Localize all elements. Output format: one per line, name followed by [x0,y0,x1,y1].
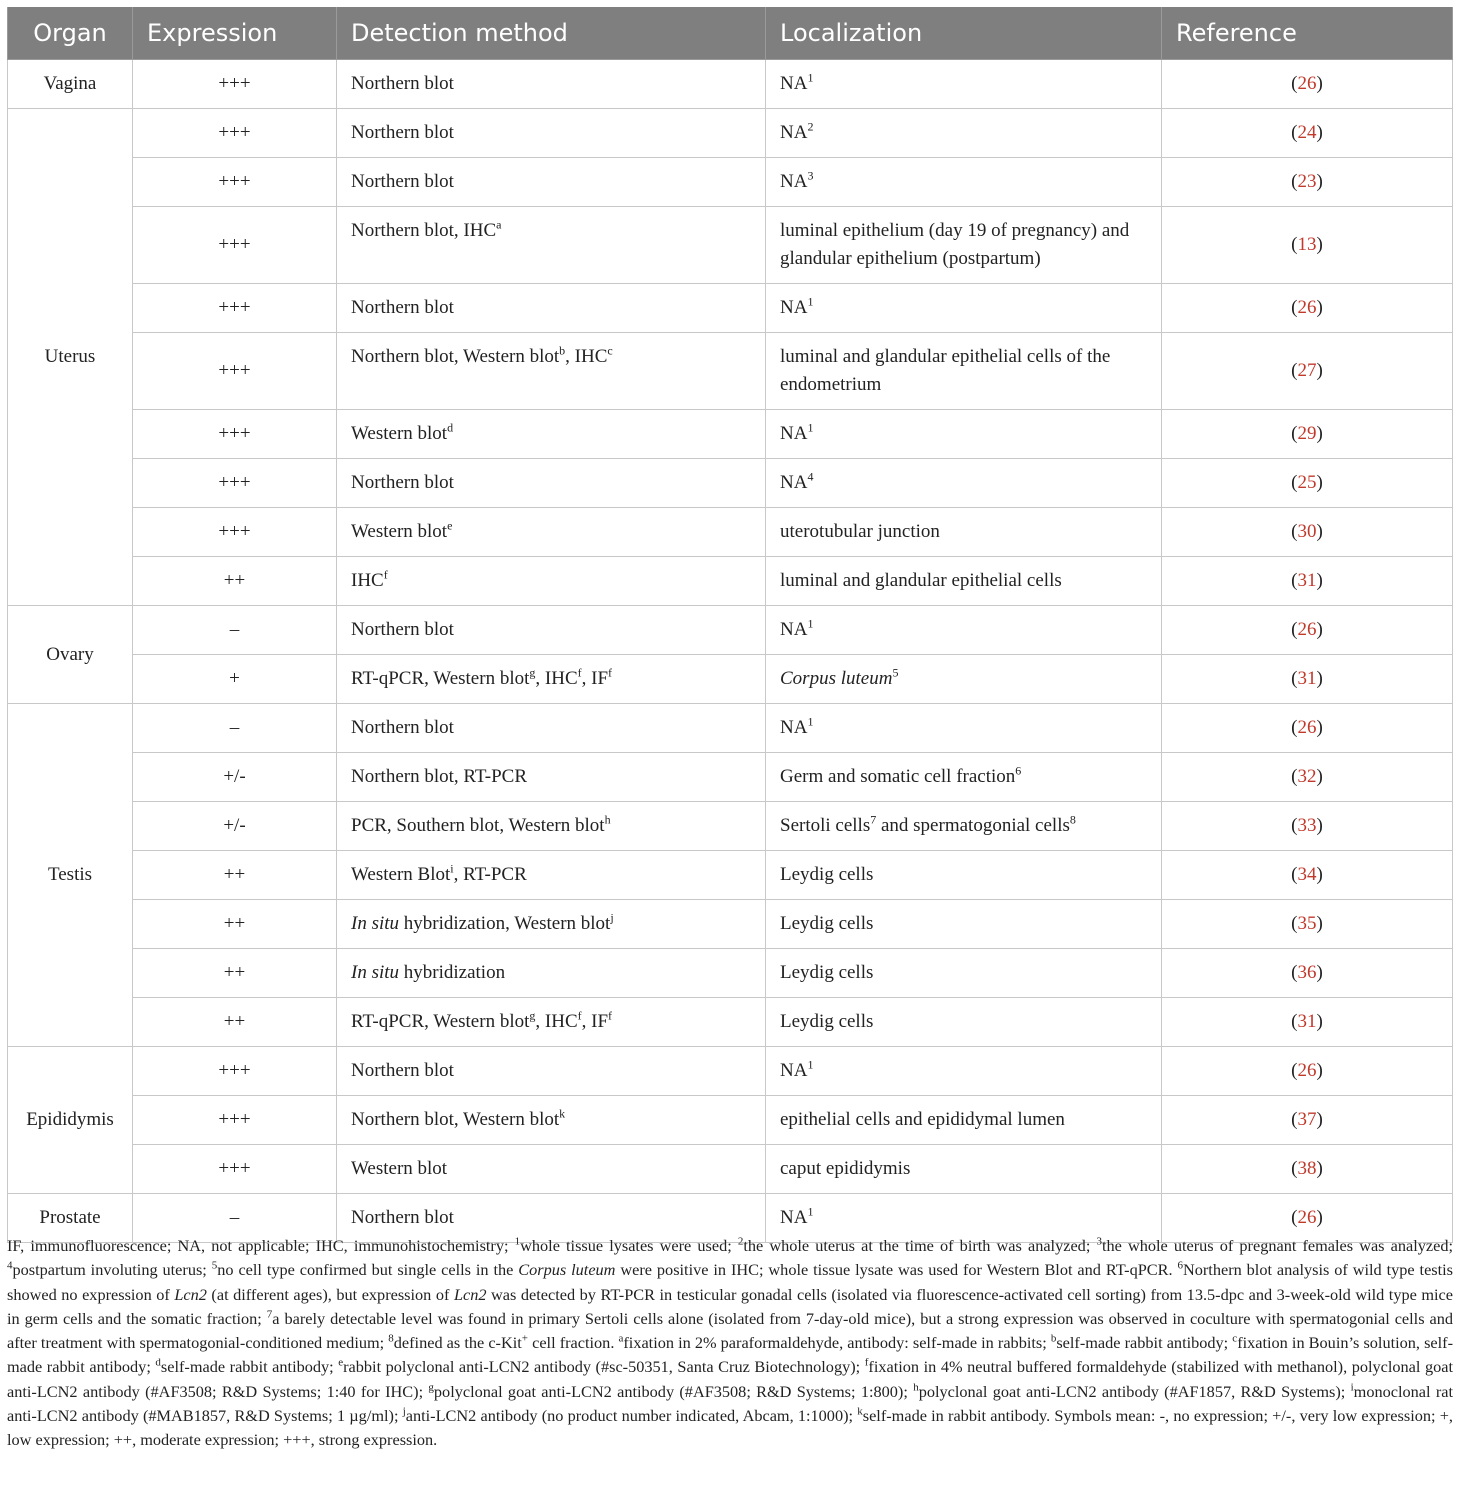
method-cell: Northern blot [337,60,766,109]
table-row [8,207,1453,284]
header-organ: Organ [8,7,133,60]
table-row [8,459,1453,508]
reference-link[interactable]: (31) [1162,998,1453,1047]
reference-link[interactable]: (26) [1162,60,1453,109]
table-row [8,606,1453,655]
expression-cell: +++ [133,1047,337,1096]
reference-link[interactable]: (31) [1162,557,1453,606]
localization-cell: luminal and glandular epithelial cells of the endometrium [766,333,1162,410]
expression-cell: ++ [133,557,337,606]
expression-cell: +++ [133,459,337,508]
organ-testis: Testis [8,704,133,1047]
table-row [8,158,1453,207]
organ-epididymis: Epididymis [8,1047,133,1194]
expression-cell: +++ [133,284,337,333]
expression-cell: – [133,704,337,753]
localization-cell: $NA^1$ [766,1047,1162,1096]
localization-cell: Leydig cells [766,851,1162,900]
method-cell: In situ hybridization [337,949,766,998]
reference-link[interactable]: (38) [1162,1145,1453,1194]
reference-link[interactable]: (30) [1162,508,1453,557]
method-cell: Northern blot [337,109,766,158]
table-row [8,753,1453,802]
method-cell: Northern blot, Western blot$^b$, IHC$^c$ [337,333,766,410]
expression-cell: ++ [133,998,337,1047]
localization-cell: luminal epithelium (day 19 of pregnancy) and glandular epithelium (postpartum) [766,207,1162,284]
reference-link[interactable]: (26) [1162,284,1453,333]
expression-cell: +++ [133,333,337,410]
localization-cell: uterotubular junction [766,508,1162,557]
method-cell: Northern blot, RT-PCR [337,753,766,802]
localization-cell: luminal and glandular epithelial cells [766,557,1162,606]
table-footnotes: IF, immunofluorescence; NA, not applicable; IHC, immunohistochemistry; $^1$whole tissue lysates were used; $^2$the whole uterus at the time of birth was analyzed; $^3$the whole uterus of pregnant females was analyzed; $^4$postpartum involuting uterus; $^5$no cell type confirmed but single cells in the Corpus luteum were positive in IHC; whole tissue lysate was used for Western Blot and RT-qPCR. $^6$Northern blot analysis of wild type testis showed no expression of Lcn2 (at different ages), but expression of Lcn2 was detected by RT-PCR in testicular gonadal cells (isolated via fluorescence-activated cell sorting) from 13.5-dpc and 3-week-old wild type mice in germ cells and the somatic fraction; $^7$a barely detectable level was found in primary Sertoli cells alone (isolated from 7-day-old mice), but a strong expression was observed in coculture with spermatogonial cells and after treatment with spermatogonial-conditioned medium; $^8$defined as the c-Kit+ cell fraction. $^a$fixation in 2% paraformaldehyde, antibody: self-made in rabbits; $^b$self-made rabbit antibody; $^c$fixation in Bouin’s solution, self-made rabbit antibody; $^d$self-made rabbit antibody; $^e$rabbit polyclonal anti-LCN2 antibody (#sc-50351, Santa Cruz Biotechnology); $^f$fixation in 4% neutral buffered formaldehyde (stabilized with methanol), polyclonal goat anti-LCN2 antibody (#AF3508; R&D Systems; 1:40 for IHC); $^g$polyclonal goat anti-LCN2 antibody (#AF3508; R&D Systems; 1:800); $^h$polyclonal goat anti-LCN2 antibody (#AF1857, R&D Systems); $^i$monoclonal rat anti-LCN2 antibody (#MAB1857, R&D Systems; 1 µg/ml); $^j$anti-LCN2 antibody (no product number indicated, Abcam, 1:1000); $^k$self-made in rabbit antibody. Symbols mean: -, no expression; +/-, very low expression; +, low expression; ++, moderate expression; +++, strong expression. [7,1235,1454,1450]
table-row [8,284,1453,333]
method-cell: Western blot$^d$ [337,410,766,459]
expression-cell: +/- [133,802,337,851]
header-reference: Reference [1162,7,1453,60]
table-row [8,557,1453,606]
table-row [8,655,1453,704]
localization-cell: Leydig cells [766,949,1162,998]
expression-cell: +++ [133,508,337,557]
reference-link[interactable]: (26) [1162,1047,1453,1096]
expression-cell: +++ [133,1096,337,1145]
method-cell: RT-qPCR, Western blot$^g$, IHC$^f$, $IF^f$ [337,655,766,704]
expression-cell: +++ [133,109,337,158]
expression-cell: ++ [133,851,337,900]
expression-cell: +++ [133,207,337,284]
expression-cell: ++ [133,900,337,949]
expression-cell: +/- [133,753,337,802]
table-row [8,998,1453,1047]
reference-link[interactable]: (25) [1162,459,1453,508]
table-row [8,1047,1453,1096]
organ-ovary: Ovary [8,606,133,704]
expression-cell: +++ [133,158,337,207]
expression-cell: – [133,1194,337,1243]
reference-link[interactable]: (26) [1162,606,1453,655]
table-row [8,1145,1453,1194]
reference-link[interactable]: (37) [1162,1096,1453,1145]
expression-cell: + [133,655,337,704]
localization-cell: Sertoli cells$^7$ and spermatogonial cells$^8$ [766,802,1162,851]
expression-cell: +++ [133,1145,337,1194]
organ-prostate: Prostate [8,1194,133,1243]
method-cell: Northern blot, Western blot$^k$ [337,1096,766,1145]
method-cell: In situ hybridization, Western blot$^j$ [337,900,766,949]
reference-link[interactable]: (26) [1162,704,1453,753]
method-cell: Northern blot [337,459,766,508]
expression-cell: ++ [133,949,337,998]
table-row [8,900,1453,949]
table-row [8,60,1453,109]
organ-vagina: Vagina [8,60,133,109]
localization-cell: $NA^2$ [766,109,1162,158]
localization-cell: $NA^1$ [766,284,1162,333]
localization-cell: Leydig cells [766,998,1162,1047]
localization-cell: $NA^1$ [766,704,1162,753]
method-cell: IHC$^f$ [337,557,766,606]
header-expression: Expression [133,7,337,60]
table-row [8,508,1453,557]
method-cell: Western blot$^e$ [337,508,766,557]
reference-link[interactable]: (23) [1162,158,1453,207]
header-detection-method: Detection method [337,7,766,60]
localization-cell: Germ and somatic cell fraction$^6$ [766,753,1162,802]
organ-uterus: Uterus [8,109,133,606]
localization-cell: $NA^1$ [766,60,1162,109]
method-cell: Northern blot [337,284,766,333]
expression-cell: +++ [133,60,337,109]
header-localization: Localization [766,7,1162,60]
reference-link[interactable]: (26) [1162,1194,1453,1243]
method-cell: Northern blot [337,606,766,655]
reference-link[interactable]: (27) [1162,333,1453,410]
reference-link[interactable]: (33) [1162,802,1453,851]
localization-cell: $NA^4$ [766,459,1162,508]
reference-link[interactable]: (31) [1162,655,1453,704]
reference-link[interactable]: (34) [1162,851,1453,900]
method-cell: Northern blot [337,158,766,207]
method-cell: Western Blot$^i$, RT-PCR [337,851,766,900]
localization-cell: caput epididymis [766,1145,1162,1194]
lcn2-expression-table [7,7,1453,1243]
reference-link[interactable]: (24) [1162,109,1453,158]
method-cell: RT-qPCR, Western blot$^g$, IHC$^f$, $IF^f$ [337,998,766,1047]
table-row [8,1096,1453,1145]
method-cell: Northern blot, IHC$^a$ [337,207,766,284]
table-row [8,333,1453,410]
table-row [8,802,1453,851]
table-row [8,949,1453,998]
table-row [8,109,1453,158]
localization-cell: Leydig cells [766,900,1162,949]
reference-link[interactable]: (29) [1162,410,1453,459]
localization-cell: epithelial cells and epididymal lumen [766,1096,1162,1145]
method-cell: Northern blot [337,704,766,753]
localization-cell: $NA^1$ [766,606,1162,655]
localization-cell: Corpus luteum$^5$ [766,655,1162,704]
reference-link[interactable]: (32) [1162,753,1453,802]
reference-link[interactable]: (13) [1162,207,1453,284]
expression-cell: – [133,606,337,655]
localization-cell: $NA^1$ [766,1194,1162,1243]
expression-cell: +++ [133,410,337,459]
method-cell: Northern blot [337,1194,766,1243]
method-cell: PCR, Southern blot, Western blot$^h$ [337,802,766,851]
reference-link[interactable]: (35) [1162,900,1453,949]
method-cell: Western blot [337,1145,766,1194]
localization-cell: $NA^3$ [766,158,1162,207]
table-row [8,851,1453,900]
method-cell: Northern blot [337,1047,766,1096]
table-row [8,410,1453,459]
table-row [8,704,1453,753]
localization-cell: $NA^1$ [766,410,1162,459]
header-row [8,7,1453,60]
reference-link[interactable]: (36) [1162,949,1453,998]
